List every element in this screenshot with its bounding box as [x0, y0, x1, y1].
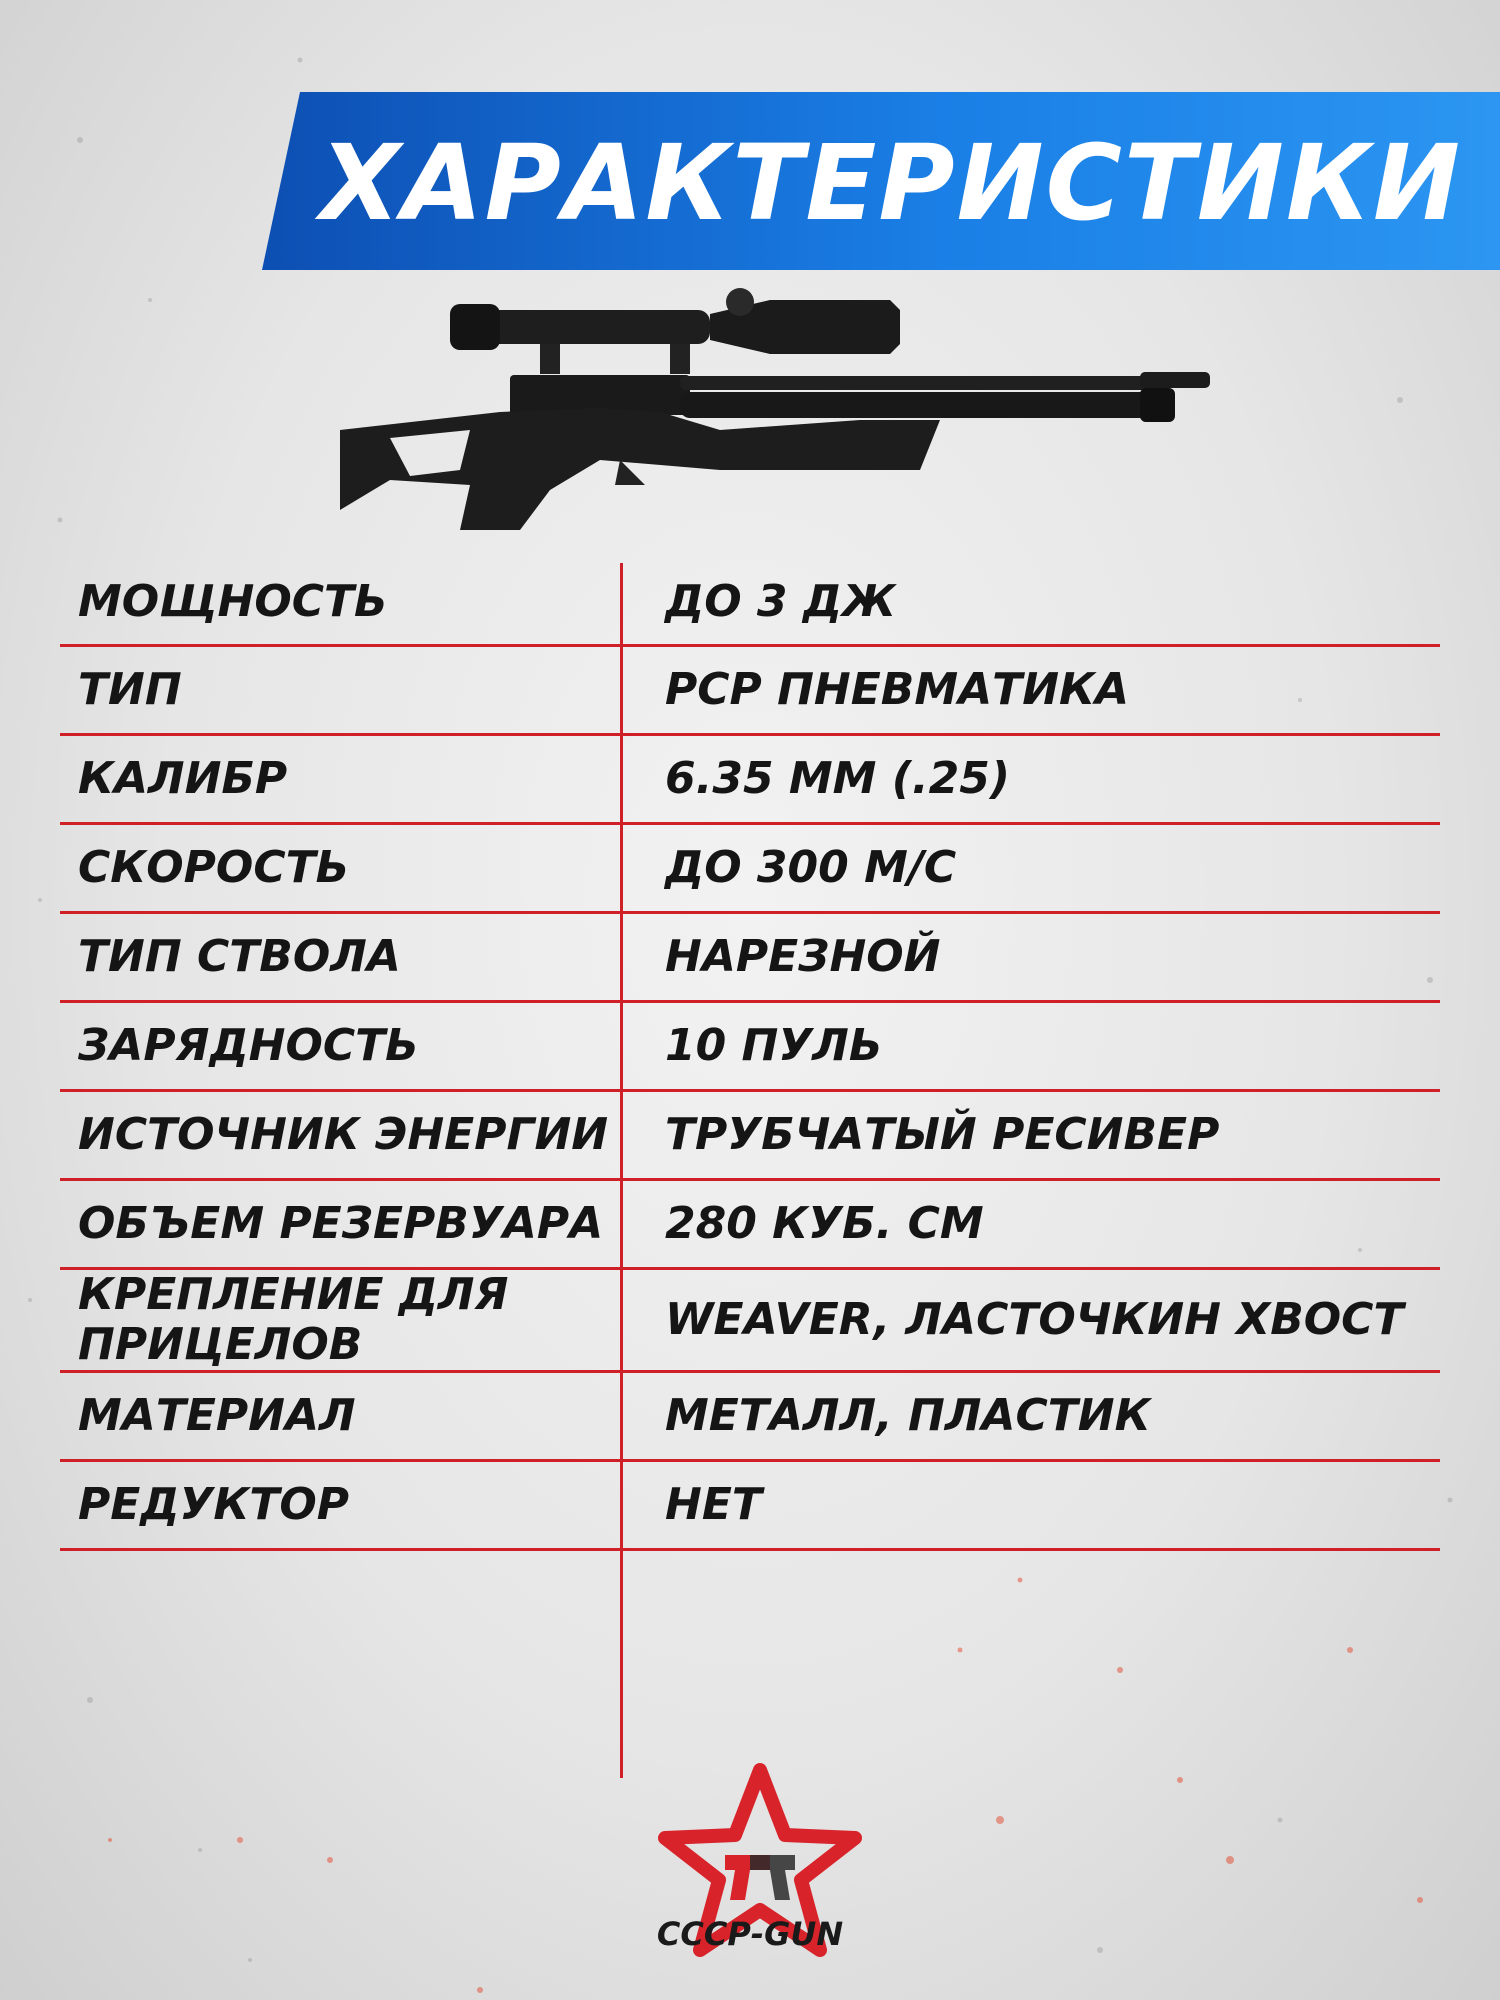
spec-value: НАРЕЗНОЙ — [665, 931, 941, 982]
spec-value: 10 ПУЛЬ — [665, 1020, 883, 1071]
spec-label: ИСТОЧНИК ЭНЕРГИИ — [78, 1109, 609, 1160]
spec-label: КРЕПЛЕНИЕ ДЛЯ ПРИЦЕЛОВ — [78, 1269, 509, 1370]
spec-row — [60, 1462, 1440, 1551]
page-title: ХАРАКТЕРИСТИКИ — [320, 122, 1462, 244]
spec-row — [60, 736, 1440, 825]
spec-value: WEAVER, ЛАСТОЧКИН ХВОСТ — [665, 1294, 1404, 1345]
spec-label: ОБЪЕМ РЕЗЕРВУАРА — [78, 1198, 604, 1249]
spec-row — [60, 914, 1440, 1003]
spec-label: СКОРОСТЬ — [78, 842, 350, 893]
spec-label: ЗАРЯДНОСТЬ — [78, 1020, 419, 1071]
spec-label: МОЩНОСТЬ — [78, 576, 388, 627]
spec-row — [60, 1270, 1440, 1373]
spec-row — [60, 560, 1440, 647]
spec-row — [60, 1092, 1440, 1181]
spec-value: ДО 3 ДЖ — [665, 576, 896, 627]
spec-value: PCP ПНЕВМАТИКА — [665, 664, 1130, 715]
spec-label: ТИП — [78, 664, 182, 715]
spec-row — [60, 825, 1440, 914]
spec-row — [60, 647, 1440, 736]
specs-table — [60, 560, 1440, 1551]
spec-value: 280 КУБ. СМ — [665, 1198, 984, 1249]
spec-value: ДО 300 М/С — [665, 842, 957, 893]
brand-logo-text: СССР-GUN — [656, 1915, 844, 1953]
spec-label: КАЛИБР — [78, 753, 288, 804]
air-rifle-icon — [300, 280, 1230, 530]
spec-label: РЕДУКТОР — [78, 1479, 350, 1530]
spec-value: 6.35 ММ (.25) — [665, 753, 1010, 804]
spec-label: МАТЕРИАЛ — [78, 1390, 356, 1441]
spec-value: МЕТАЛЛ, ПЛАСТИК — [665, 1390, 1151, 1441]
star-with-pistols-logo-icon — [655, 1760, 865, 1990]
spec-label: ТИП СТВОЛА — [78, 931, 401, 982]
spec-row — [60, 1373, 1440, 1462]
spec-row — [60, 1003, 1440, 1092]
spec-value: НЕТ — [665, 1479, 762, 1530]
spec-value: ТРУБЧАТЫЙ РЕСИВЕР — [665, 1109, 1220, 1160]
column-divider — [620, 563, 623, 1778]
spec-row — [60, 1181, 1440, 1270]
